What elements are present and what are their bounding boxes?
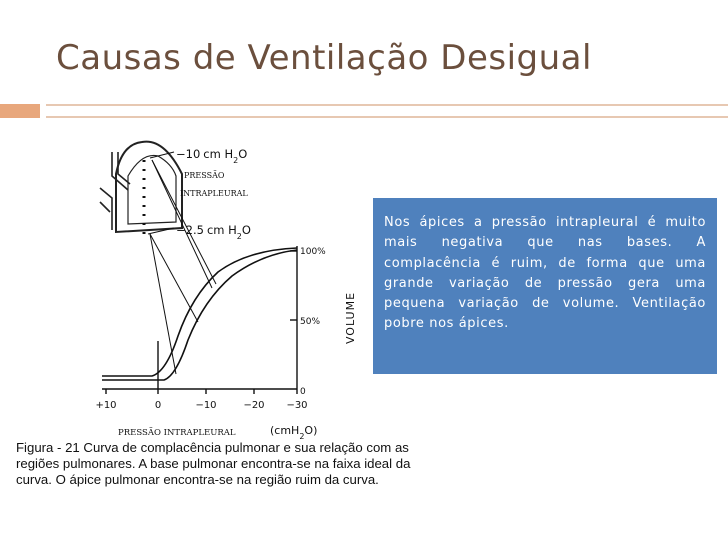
compliance-curve-diagram (92, 136, 370, 442)
base-pressure-label: −2.5 cm $H_2O$ (176, 223, 251, 241)
tick-100: 100% (300, 247, 326, 257)
compliance-curves (102, 248, 297, 380)
intrapleural-label: INTRAPLEURAL (180, 189, 248, 198)
figure-caption: Figura - 21 Curva de complacência pulmonar e sua relação com as regiões pulmonares. A base pulmonar encontra-se na faixa ideal da curva. O ápice pulmonar encontra-se na região ruim da curva. (16, 440, 411, 487)
accent-square (0, 104, 40, 118)
pressao-label: PRESSÃO (184, 171, 225, 180)
callout-box (373, 198, 717, 374)
title-divider (46, 104, 728, 118)
x-axis-label: PRESSÃO INTRAPLEURAL (118, 428, 236, 438)
x-tick: −20 (243, 400, 265, 411)
apex-pressure-label: −10 cm $H_2O$ (176, 147, 248, 165)
volume-axis-label: VOLUME (344, 291, 357, 345)
slide-title: Causas de Ventilação Desigual (56, 38, 592, 78)
compliance-figure (92, 136, 370, 442)
x-axis-unit: (cmH$_2$O) (270, 424, 318, 441)
callout-text: Nos ápices a pressão intrapleural é muito mais negativa que nas bases. A complacência é ruim, de forma que uma grande variação de pressão gera uma pequena variação de volume. Ventilação pobre nos ápices. (384, 215, 706, 332)
axes (102, 246, 297, 394)
x-tick: −30 (286, 400, 308, 411)
x-tick: −10 (195, 400, 217, 411)
tick-0: 0 (300, 387, 306, 397)
x-tick: 0 (154, 400, 162, 411)
lung-outline (116, 142, 182, 232)
tick-50: 50% (300, 317, 321, 327)
x-tick: +10 (95, 400, 117, 411)
